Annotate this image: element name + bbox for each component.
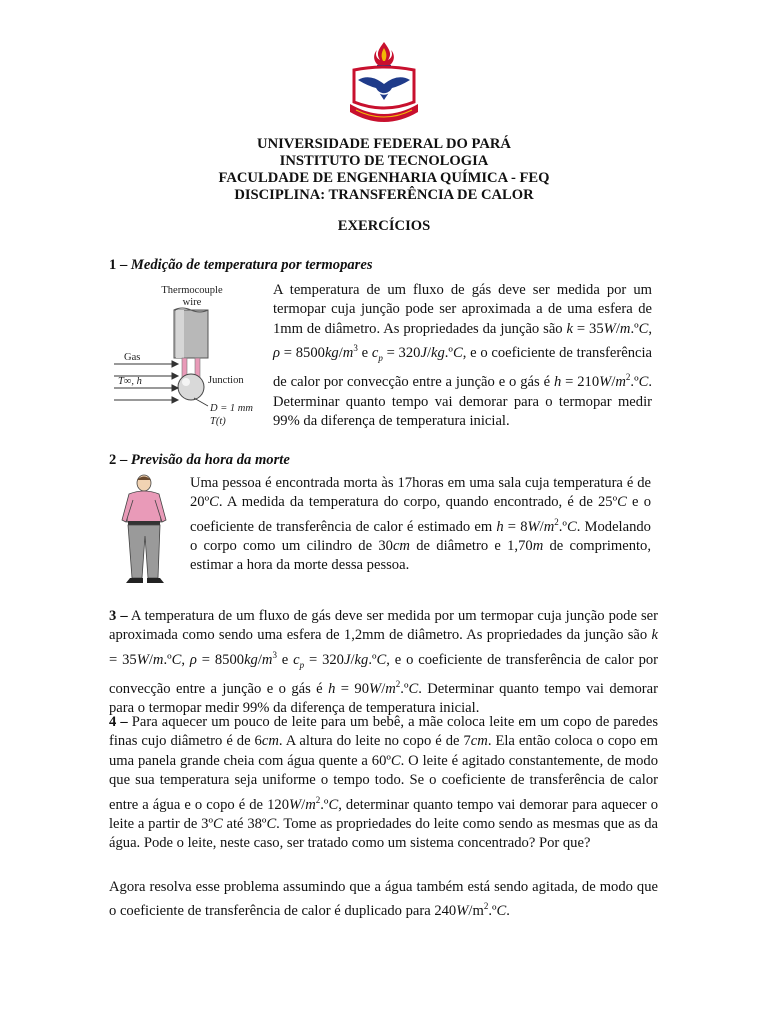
question-number: 4 – — [109, 714, 128, 730]
question-1-text: A temperatura de um fluxo de gás deve ser medida por um termopar cuja junção pode ser aproximada a de uma esfera de 1mm de diâmetro. As propriedades da junção são k = 35W/m.ºC, $\rho = 8500kg/m^3$ e $c_p$ = 320J/kg.ºC, e o coeficiente de transferência de calor por convecção entre a junção e o gás é $h = 210W/m^2.ºC$. Determinar quanto tempo vai demorar para o termopar medir 99% da diferença de temperatura inicial. — [273, 282, 653, 430]
question-4-followup-text: Agora resolva esse problema assumindo que a água também está sendo agitada, de modo que o coeficiente de transferência de calor é duplicado para $240W/m^2.ºC$. — [109, 879, 658, 920]
question-3-text: 3 – A temperatura de um fluxo de gás deve ser medida por um termopar cuja junção pode ser aproximada como sendo uma esfera de 1,2mm de diâmetro. As propriedades da junção são k = 35W/m.ºC, $\rho = 8500kg/m^3$ e $c_p$ = 320J/kg.ºC, e o coeficiente de transferência de calor por convecção entre a junção e o gás é $h = 90W/m^2.ºC$. Determinar quanto tempo vai demorar para o termopar medir 99% da diferença de temperatura inicial. — [109, 608, 659, 717]
figure-label-tinf: T∞, h — [118, 376, 142, 387]
discipline-name: DISCIPLINA: TRANSFERÊNCIA DE CALOR — [234, 187, 534, 203]
question-title: Medição de temperatura por termopares — [130, 257, 373, 273]
figure-label-gas: Gas — [124, 352, 141, 363]
figure-label-junction: Junction — [208, 375, 244, 386]
question-number: 2 – — [109, 452, 128, 468]
question-1-heading — [109, 257, 373, 274]
question-title: Previsão da hora da morte — [130, 452, 290, 468]
question-number: 1 – — [109, 257, 128, 273]
faculty-name: FACULDADE DE ENGENHARIA QUÍMICA - FEQ — [218, 170, 550, 186]
university-name: UNIVERSIDADE FEDERAL DO PARÁ — [257, 136, 511, 152]
institution-header — [0, 136, 768, 204]
figure-label-wire-2: wire — [182, 297, 202, 308]
question-number: 3 – — [109, 608, 128, 624]
figure-label-diameter: D = 1 mm — [210, 403, 253, 414]
figure-label-temperature: T(t) — [210, 416, 226, 427]
question-2-text: Uma pessoa é encontrada morta às 17horas em uma sala cuja temperatura é de 20ºC. A medida da temperatura do corpo, quando encontrado, é de 25ºC e o coeficiente de transferência de calor é estimado em $h = 8W/m^2.ºC$. Modelando o corpo como um cilindro de 30cm de diâmetro e 1,70m de comprimento, estimar a hora da morte dessa pessoa. — [190, 475, 651, 574]
question-4-text: 4 – Para aquecer um pouco de leite para um bebê, a mãe coloca leite em um copo de paredes finas cujo diâmetro é de 6cm. A altura do leite no copo é de 7cm. Ela então coloca o copo em uma panela grande cheia com água quente a 60ºC. O leite é agitado constantemente, de modo que sua temperatura seja uniforme o tempo todo. Se o coeficiente de transferência de calor entre a água e o copo é de $120W/m^2.ºC$, determinar quanto tempo vai demorar para aquecer o leite a partir de 3ºC até 38ºC. Tome as propriedades do leite como sendo as mesmas que as da água. Pode o leite, neste caso, ser tratado como um sistema concentrado? Por que? — [109, 714, 659, 852]
question-2-heading — [109, 452, 290, 469]
thermocouple-figure — [112, 280, 264, 432]
university-seal-logo — [346, 40, 422, 132]
institute-name: INSTITUTO DE TECNOLOGIA — [279, 153, 489, 169]
figure-label-wire: Thermocouple — [161, 285, 223, 296]
page-title: EXERCÍCIOS — [337, 218, 431, 234]
person-figure — [114, 474, 174, 586]
